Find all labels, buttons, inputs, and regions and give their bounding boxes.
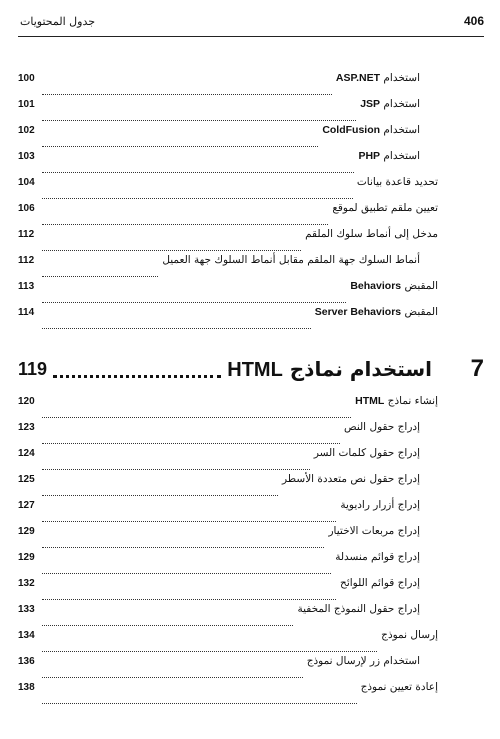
toc-entry-text: إدراج قوائم منسدلة [335,551,420,563]
toc-entry[interactable] [18,525,438,551]
chapter-title [227,357,432,382]
toc-section-bottom [18,395,438,707]
toc-entry-text: المقبض [401,306,438,318]
toc-leader-dots [42,650,377,652]
toc-page-number: 129 [18,552,35,563]
toc-entry-title [342,421,420,433]
toc-page-number: 112 [18,255,35,266]
chapter-leader-dots [53,374,221,378]
toc-entry-latin-term: JSP [360,98,381,110]
toc-entry[interactable] [18,473,438,499]
toc-entry-text: إدراج حقول نص متعددة الأسطر [281,473,420,485]
toc-leader-dots [42,494,278,496]
toc-entry[interactable] [18,395,438,421]
toc-entry-text: إعادة تعيين نموذج [360,681,438,693]
toc-page-number: 112 [18,229,35,240]
chapter-title-latin: HTML [227,358,283,381]
toc-leader-dots [42,572,331,574]
toc-entry-title [379,629,438,641]
toc-entry-title [333,551,420,563]
toc-entry-title [280,473,420,485]
toc-entry-text: استخدام [380,72,420,84]
toc-leader-dots [42,676,303,678]
toc-entry[interactable] [18,176,438,202]
toc-leader-dots [42,416,351,418]
toc-page-number: 124 [18,448,35,459]
toc-page-number: 102 [18,125,35,136]
toc-page-number: 132 [18,578,35,589]
toc-entry-text: إرسال نموذج [381,629,438,641]
toc-entry-title [356,150,420,162]
toc-leader-dots [42,468,310,470]
toc-entry-title [359,681,438,693]
chapter-heading [18,352,484,386]
toc-entry[interactable] [18,254,438,280]
toc-leader-dots [42,327,311,329]
toc-entry-latin-term: Server Behaviors [314,306,402,318]
toc-entry[interactable] [18,421,438,447]
toc-page-number: 138 [18,682,35,693]
toc-entry-title [320,124,420,136]
toc-leader-dots [42,442,340,444]
toc-entry-text: أنماط السلوك جهة الملقم مقابل أنماط السلوك جهة العميل [162,254,420,266]
toc-entry-title [358,98,420,110]
toc-entry-title [160,254,420,266]
toc-entry[interactable] [18,499,438,525]
toc-leader-dots [42,171,354,173]
toc-entry[interactable] [18,577,438,603]
chapter-number: 7 [470,355,484,382]
toc-entry-text: استخدام [380,98,420,110]
toc-entry-title [305,655,420,667]
toc-entry[interactable] [18,72,438,98]
page-header [18,12,484,37]
toc-entry-latin-term: ASP.NET [335,72,381,84]
toc-entry-text: إدراج حقول كلمات السر [313,447,420,459]
toc-entry-title [330,202,438,214]
toc-entry-text: إنشاء نماذج [384,395,438,407]
toc-entry-text: استخدام [380,150,420,162]
toc-page-number: 133 [18,604,35,615]
toc-entry-title [303,228,438,240]
toc-page-number: 114 [18,307,35,318]
toc-leader-dots [42,119,356,121]
running-header-title: جدول المحتويات [20,15,96,28]
toc-entry[interactable] [18,603,438,629]
toc-leader-dots [42,598,336,600]
toc-page-number: 123 [18,422,35,433]
toc-entry-text: تعيين ملقم تطبيق لموقع [332,202,438,214]
toc-page-number: 129 [18,526,35,537]
toc-entry[interactable] [18,124,438,150]
toc-entry-text: إدراج حقول النص [343,421,420,433]
toc-entry[interactable] [18,280,438,306]
toc-entry-text: مدخل إلى أنماط سلوك الملقم [305,228,438,240]
toc-entry-text: المقبض [401,280,438,292]
toc-page-number: 100 [18,73,35,84]
toc-leader-dots [42,93,332,95]
toc-entry-title [326,525,420,537]
toc-page-number: 101 [18,99,35,110]
toc-entry[interactable] [18,629,438,655]
toc-entry-title [295,603,420,615]
toc-entry-text: إدراج حقول النموذج المخفية [297,603,420,615]
toc-leader-dots [42,624,293,626]
toc-leader-dots [42,249,301,251]
toc-page-number: 136 [18,656,35,667]
toc-leader-dots [42,145,318,147]
chapter-title-arabic: استخدام نماذج [282,356,432,381]
toc-entry-title [313,306,438,318]
toc-entry[interactable] [18,681,438,707]
toc-entry-latin-term: HTML [355,395,385,407]
toc-entry[interactable] [18,98,438,124]
toc-entry-text: إدراج مربعات الاختيار [328,525,420,537]
toc-page-number: 120 [18,396,35,407]
toc-entry-title [355,176,438,188]
toc-entry[interactable] [18,306,438,332]
toc-leader-dots [42,546,324,548]
toc-page-number: 125 [18,474,35,485]
toc-page-number: 106 [18,203,35,214]
chapter-page-number: 119 [18,358,48,379]
toc-entry-title [348,280,438,292]
toc-entry[interactable] [18,202,438,228]
toc-page-number: 104 [18,177,35,188]
toc-page-number: 103 [18,151,35,162]
toc-entry-text: إدراج قوائم اللوائح [340,577,420,589]
toc-entry-title [338,577,420,589]
toc-entry-text: استخدام [380,124,420,136]
toc-page-number: 113 [18,281,35,292]
toc-leader-dots [42,301,346,303]
toc-page-number: 127 [18,500,35,511]
toc-entry-title [353,395,438,407]
toc-leader-dots [42,275,158,277]
toc-entry-text: استخدام زر لإرسال نموذج [306,655,420,667]
toc-leader-dots [42,702,357,704]
toc-entry[interactable] [18,447,438,473]
toc-entry-latin-term: PHP [358,150,381,162]
toc-entry-title [338,499,420,511]
toc-entry-title [312,447,420,459]
toc-entry[interactable] [18,655,438,681]
toc-page-number: 134 [18,630,35,641]
toc-entry[interactable] [18,150,438,176]
toc-leader-dots [42,197,353,199]
toc-entry[interactable] [18,551,438,577]
toc-section-top [18,72,438,332]
toc-entry[interactable] [18,228,438,254]
toc-entry-latin-term: ColdFusion [322,124,381,136]
toc-leader-dots [42,520,336,522]
page-number: 406 [463,14,484,28]
toc-entry-text: إدراج أزرار راديوية [340,499,420,511]
toc-entry-title [334,72,420,84]
toc-leader-dots [42,223,328,225]
toc-entry-text: تحديد قاعدة بيانات [356,176,438,188]
toc-entry-latin-term: Behaviors [350,280,402,292]
